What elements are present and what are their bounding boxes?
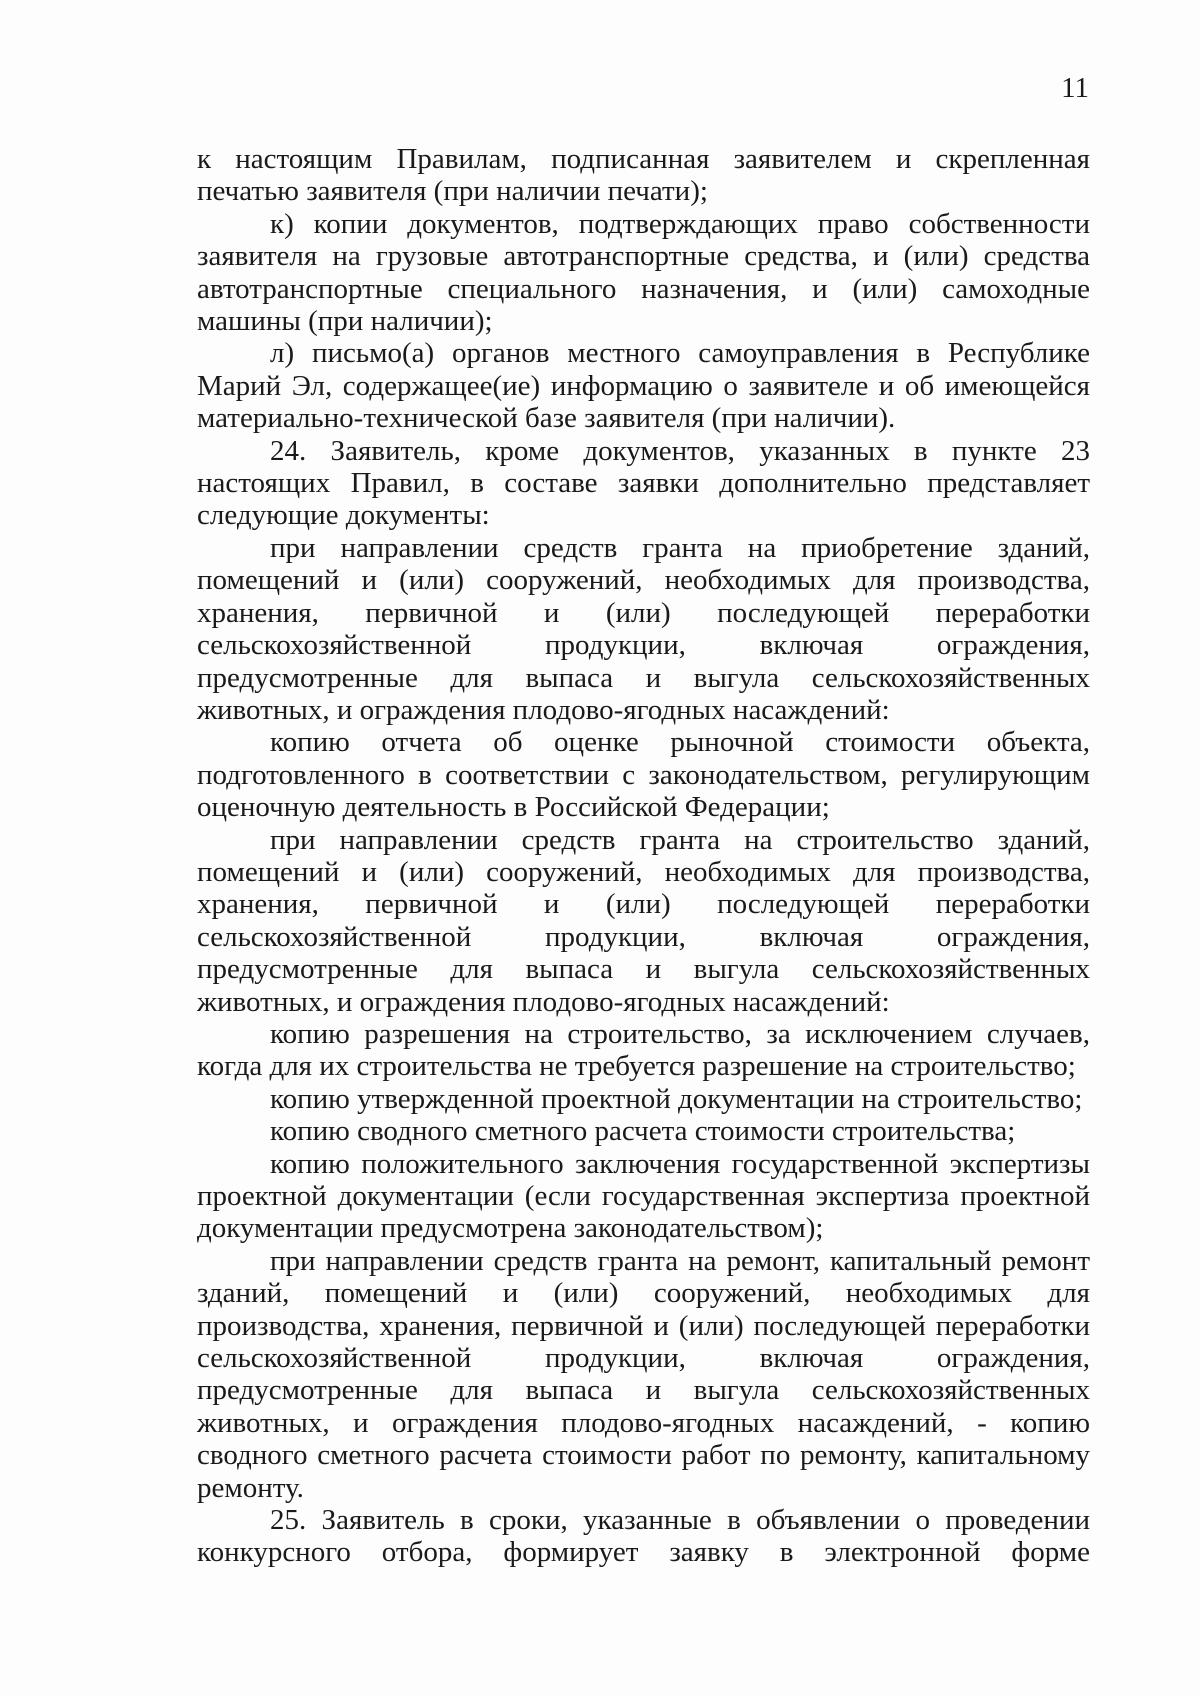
paragraph: л) письмо(а) органов местного самоуправления в Республике Марий Эл, содержащее(ие) информацию о заявителе и об имеющейся материально-технической базе заявителя (при наличии).: [197, 337, 1090, 435]
paragraph: при направлении средств гранта на приобретение зданий, помещений и (или) сооружений, необходимых для производства, хранения, первичной и (или) последующей переработки сельскохозяйственной продукции, включая ограждения, предусмотренные для выпаса и выгула сельскохозяйственных животных, и ограждения плодово-ягодных насаждений:: [197, 531, 1090, 726]
paragraph: при направлении средств гранта на ремонт, капитальный ремонт зданий, помещений и (или) сооружений, необходимых для производства, хранения, первичной и (или) последующей переработки сельскохозяйственной продукции, включая ограждения, предусмотренные для выпаса и выгула сельскохозяйственных животных, и ограждения плодово-ягодных насаждений, - копию сводного сметного расчета стоимости работ по ремонту, капитальному ремонту.: [197, 1244, 1090, 1504]
page-number: 11: [1061, 72, 1089, 104]
paragraph-continued: 25. Заявитель в сроки, указанные в объявлении о проведении конкурсного отбора, формирует заявку в электронной форме: [197, 1504, 1090, 1569]
paragraph: при направлении средств гранта на строительство зданий, помещений и (или) сооружений, необходимых для производства, хранения, первичной и (или) последующей переработки сельскохозяйственной продукции, включая ограждения, предусмотренные для выпаса и выгула сельскохозяйственных животных, и ограждения плодово-ягодных насаждений:: [197, 823, 1090, 1018]
paragraph: копию разрешения на строительство, за исключением случаев, когда для их строительства не требуется разрешение на строительство;: [197, 1017, 1090, 1083]
paragraph: копию сводного сметного расчета стоимости строительства;: [270, 1115, 1016, 1148]
paragraph: к) копии документов, подтверждающих право собственности заявителя на грузовые автотранспортные средства, и (или) средства автотранспортные специального назначения, и (или) самоходные машины (при наличии);: [197, 207, 1090, 338]
paragraph: копию отчета об оценке рыночной стоимости объекта, подготовленного в соответствии с законодательством, регулирующим оценочную деятельность в Российской Федерации;: [197, 726, 1090, 824]
paragraph: 24. Заявитель, кроме документов, указанных в пункте 23 настоящих Правил, в составе заявки дополнительно представляет следующие документы:: [197, 434, 1090, 532]
document-body: [197, 143, 1090, 1569]
paragraph: к настоящим Правилам, подписанная заявителем и скрепленная печатью заявителя (при наличии печати);: [197, 143, 1090, 208]
paragraph: копию положительного заключения государственной экспертизы проектной документации (если государственная экспертиза проектной документации предусмотрена законодательством);: [197, 1147, 1090, 1245]
paragraph: копию утвержденной проектной документации на строительство;: [270, 1082, 1083, 1115]
